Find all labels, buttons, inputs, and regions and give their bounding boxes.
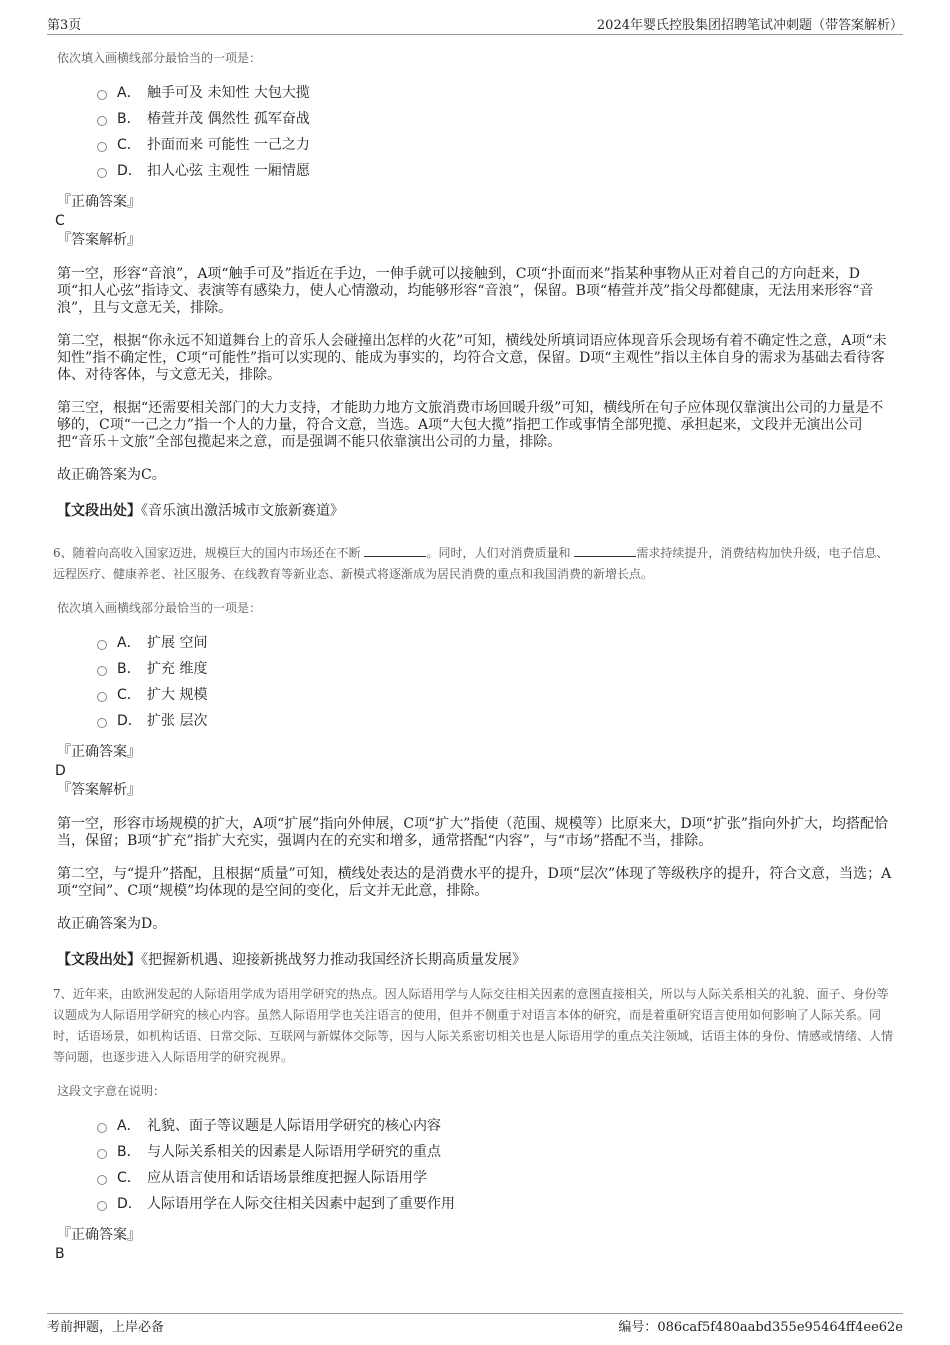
q6-text-part: 。同时，人们对消费质量和 <box>426 546 571 560</box>
q6-analysis-label: 『答案解析』 <box>57 782 141 798</box>
q5-analysis-paragraph: 第一空，形容“音浪”，A项“触手可及”指近在手边，一伸手就可以接触到，C项“扑面而来”指某种事物从正对着自己的方向赶来，D项“扣人心弦”指诗文、表演等有感染力，使人心情激动，均能够形容“音浪”，保留。B项“椿萱并茂”指父母都健康，无法用来形容“音浪”，且与文意无关，排除。 <box>57 266 874 316</box>
option-text: 触手可及 未知性 大包大揽 <box>147 85 310 101</box>
page-number: 第3页 <box>47 18 82 33</box>
q5-answer: C <box>55 213 65 229</box>
q5-source <box>57 502 893 521</box>
document-id: 编号：086caf5f480aabd355e95464ff4ee62e <box>618 1320 903 1335</box>
radio-icon[interactable] <box>97 692 107 702</box>
q7-options <box>97 1112 893 1216</box>
option-letter: A． <box>117 635 141 651</box>
q6-source <box>57 951 893 970</box>
q5-answer-label: 『正确答案』 <box>57 194 141 210</box>
radio-icon[interactable] <box>97 142 107 152</box>
option-text: 礼貌、面子等议题是人际语用学研究的核心内容 <box>147 1118 441 1134</box>
radio-icon[interactable] <box>97 168 107 178</box>
page-content <box>53 49 894 1264</box>
radio-icon[interactable] <box>97 90 107 100</box>
option-text: 应从语言使用和话语场景维度把握人际语用学 <box>147 1170 427 1186</box>
option-text: 扩大 规模 <box>147 687 208 703</box>
q6-text-part: 需求持续提升，消费结构加快升级，电子信息、远程医疗、健康养老、社区服务、在线教育等新业态、新模式将逐渐成为居民消费的重点和我国消费的新增长点。 <box>53 546 889 581</box>
q7-prompt: 这段文字意在说明： <box>57 1084 166 1098</box>
option-letter: D． <box>117 713 142 729</box>
q6-options <box>97 629 893 733</box>
q6-conclusion: 故正确答案为D。 <box>57 916 167 932</box>
option-text: 椿萱并茂 偶然性 孤军奋战 <box>147 111 310 127</box>
page-header <box>47 14 903 35</box>
option-text: 与人际关系相关的因素是人际语用学研究的重点 <box>147 1144 441 1160</box>
q7-option-d[interactable] <box>97 1190 893 1216</box>
q5-analysis-paragraph: 第三空，根据“还需要相关部门的大力支持，才能助力地方文旅消费市场回暖升级”可知，横线所在句子应体现仅靠演出公司的力量是不够的，C项“一己之力”指一个人的力量，符合文意，当选。A项“大包大揽”指把工作或事情全部兜揽、承担起来，文段并无演出公司把“音乐＋文旅”全部包揽起来之意，而是强调不能只依靠演出公司的力量，排除。 <box>57 400 884 450</box>
source-title: 《音乐演出激活城市文旅新赛道》 <box>141 503 344 519</box>
document-title: 2024年婴氏控股集团招聘笔试冲刺题（带答案解析） <box>596 18 903 33</box>
fill-blank <box>574 544 636 557</box>
option-letter: B． <box>117 661 141 677</box>
source-label: 【文段出处】 <box>57 503 141 519</box>
radio-icon[interactable] <box>97 1201 107 1211</box>
q7-option-b[interactable] <box>97 1138 893 1164</box>
option-letter: D． <box>117 1196 142 1212</box>
option-letter: A． <box>117 85 141 101</box>
q5-option-a[interactable] <box>97 79 893 105</box>
q6-text-part: 6、随着向高收入国家迈进，规模巨大的国内市场还在不断 <box>53 546 361 560</box>
option-letter: C． <box>117 1170 141 1186</box>
q5-options <box>97 79 893 183</box>
q5-prompt: 依次填入画横线部分最恰当的一项是： <box>57 51 262 65</box>
q6-question-text <box>53 543 893 585</box>
q5-analysis-paragraph: 第二空，根据“你永远不知道舞台上的音乐人会碰撞出怎样的火花”可知，横线处所填词语应体现音乐会现场有着不确定性之意，A项“未知性”指不确定性，C项“可能性”指可以实现的、能成为事实的，均符合文意，保留。D项“主观性”指以主体自身的需求为基础去看待客体、对待客体，与文意无关，排除。 <box>57 333 887 383</box>
option-letter: C． <box>117 687 141 703</box>
radio-icon[interactable] <box>97 718 107 728</box>
option-text: 扑面而来 可能性 一己之力 <box>147 137 310 153</box>
radio-icon[interactable] <box>97 1123 107 1133</box>
footer-slogan: 考前押题，上岸必备 <box>47 1320 165 1335</box>
q5-option-d[interactable] <box>97 157 893 183</box>
q6-analysis-paragraph: 第一空，形容市场规模的扩大，A项“扩展”指向外伸展，C项“扩大”指使（范围、规模等）比原来大，D项“扩张”指向外扩大，均搭配恰当，保留；B项“扩充”指扩大充实，强调内在的充实和增多，通常搭配“内容”，与“市场”搭配不当，排除。 <box>57 816 888 849</box>
option-letter: A． <box>117 1118 141 1134</box>
option-letter: D． <box>117 163 142 179</box>
radio-icon[interactable] <box>97 666 107 676</box>
q6-option-c[interactable] <box>97 681 893 707</box>
fill-blank <box>364 544 426 557</box>
radio-icon[interactable] <box>97 640 107 650</box>
q6-analysis-paragraph: 第二空，与“提升”搭配，且根据“质量”可知，横线处表达的是消费水平的提升，D项“层次”体现了等级秩序的提升，符合文意，当选；A项“空间”、C项“规模”均体现的是空间的变化，后文并无此意，排除。 <box>57 866 892 899</box>
q7-answer: B <box>55 1246 65 1262</box>
option-text: 人际语用学在人际交往相关因素中起到了重要作用 <box>147 1196 455 1212</box>
q5-conclusion: 故正确答案为C。 <box>57 467 166 483</box>
q6-option-a[interactable] <box>97 629 893 655</box>
option-letter: B． <box>117 111 141 127</box>
option-text: 扣人心弦 主观性 一厢情愿 <box>147 163 310 179</box>
q5-analysis-label: 『答案解析』 <box>57 232 141 248</box>
q6-prompt: 依次填入画横线部分最恰当的一项是： <box>57 601 262 615</box>
option-text: 扩展 空间 <box>147 635 208 651</box>
q5-option-b[interactable] <box>97 105 893 131</box>
source-title: 《把握新机遇、迎接新挑战努力推动我国经济长期高质量发展》 <box>141 952 526 968</box>
q7-option-a[interactable] <box>97 1112 893 1138</box>
q7-question-text: 7、近年来，由欧洲发起的人际语用学成为语用学研究的热点。因人际语用学与人际交往相关因素的意图直接相关，所以与人际关系相关的礼貌、面子、身份等议题成为人际语用学研究的核心内容。虽然人际语用学也关注语言的使用，但并不侧重于对语言本体的研究，而是着重研究语言使用如何影响了人际关系。同时，话语场景，如机构话语、日常交际、互联网与新媒体交际等，因与人际关系密切相关也是人际语用学的重点关注领域，话语主体的身份、情感或情绪、人情等问题，也逐步进入人际语用学的研究视界。 <box>53 987 894 1064</box>
option-text: 扩张 层次 <box>147 713 208 729</box>
option-letter: B． <box>117 1144 141 1160</box>
q6-option-d[interactable] <box>97 707 893 733</box>
option-letter: C． <box>117 137 141 153</box>
q5-option-c[interactable] <box>97 131 893 157</box>
q7-option-c[interactable] <box>97 1164 893 1190</box>
radio-icon[interactable] <box>97 116 107 126</box>
page-footer <box>47 1313 903 1336</box>
q6-option-b[interactable] <box>97 655 893 681</box>
q6-answer-label: 『正确答案』 <box>57 744 141 760</box>
q6-answer: D <box>55 763 66 779</box>
source-label: 【文段出处】 <box>57 952 141 968</box>
radio-icon[interactable] <box>97 1175 107 1185</box>
radio-icon[interactable] <box>97 1149 107 1159</box>
q7-answer-label: 『正确答案』 <box>57 1227 141 1243</box>
option-text: 扩充 维度 <box>147 661 208 677</box>
